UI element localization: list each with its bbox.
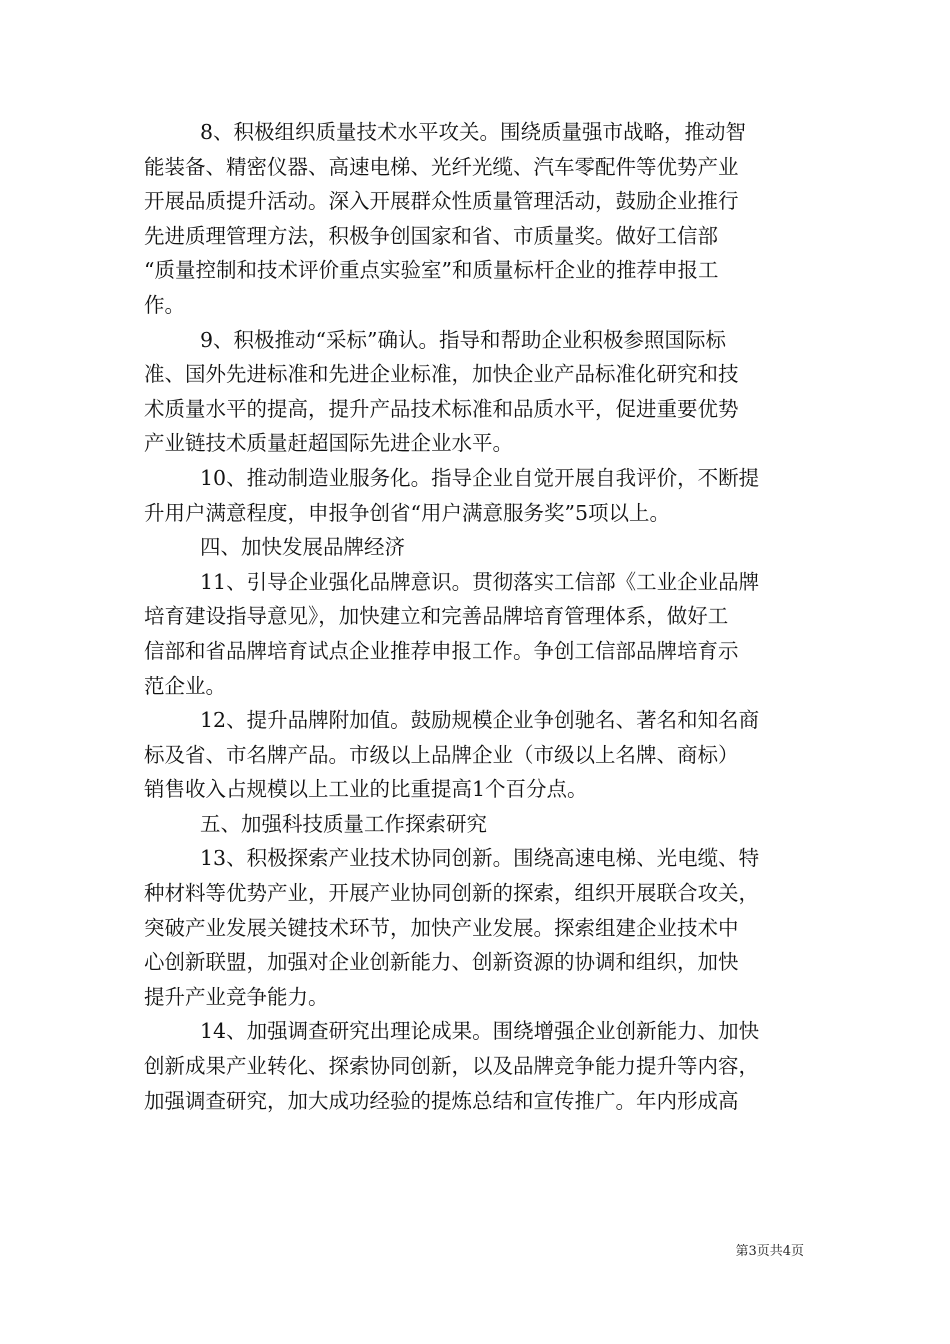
text-line: 10、推动制造业服务化。指导企业自觉开展自我评价，不断提 — [200, 465, 760, 490]
text-line: 9、积极推动“采标”确认。指导和帮助企业积极参照国际标 — [200, 327, 727, 352]
section-heading — [144, 807, 806, 842]
text-line: 12、提升品牌附加值。鼓励规模企业争创驰名、著名和知名商 — [200, 708, 760, 733]
text-line: “质量控制和技术评价重点实验室”和质量标杆企业的推荐申报工 — [144, 258, 719, 283]
text-line: 11、引导企业强化品牌意识。贯彻落实工信部《工业企业品牌 — [200, 569, 760, 594]
text-line: 标及省、市名牌产品。市级以上品牌企业（市级以上名牌、商标） — [144, 742, 739, 767]
text-line: 能装备、精密仪器、高速电梯、光纤光缆、汽车零配件等优势产业 — [144, 154, 739, 179]
text-line: 范企业。 — [144, 673, 226, 698]
paragraph — [144, 323, 806, 461]
document-body — [144, 115, 806, 1118]
section-heading — [144, 530, 806, 565]
text-line: 术质量水平的提高，提升产品技术标准和品质水平，促进重要优势 — [144, 396, 739, 421]
text-line: 14、加强调查研究出理论成果。围绕增强企业创新能力、加快 — [200, 1019, 760, 1044]
paragraph — [144, 115, 806, 323]
text-line: 种材料等优势产业，开展产业协同创新的探索，组织开展联合攻关， — [144, 881, 759, 906]
text-line: 先进质理管理方法，积极争创国家和省、市质量奖。做好工信部 — [144, 223, 718, 248]
page-number: 第3页共4页 — [735, 1244, 804, 1259]
text-line: 作。 — [144, 292, 185, 317]
text-line: 心创新联盟，加强对企业创新能力、创新资源的协调和组织，加快 — [144, 950, 739, 975]
text-line: 提升产业竞争能力。 — [144, 984, 329, 1009]
text-line: 培育建设指导意见》，加快建立和完善品牌培育管理体系，做好工 — [144, 604, 729, 629]
text-line: 准、国外先进标准和先进企业标准，加快企业产品标准化研究和技 — [144, 362, 739, 387]
text-line: 五、加强科技质量工作探索研究 — [200, 811, 487, 836]
text-line: 开展品质提升活动。深入开展群众性质量管理活动，鼓励企业推行 — [144, 189, 739, 214]
text-line: 升用户满意程度，申报争创省“用户满意服务奖”5项以上。 — [144, 500, 671, 525]
text-line: 8、积极组织质量技术水平攻关。围绕质量强市战略，推动智 — [200, 120, 747, 144]
text-line: 加强调查研究，加大成功经验的提炼总结和宣传推广。年内形成高 — [144, 1088, 739, 1113]
paragraph — [144, 1014, 806, 1118]
paragraph — [144, 703, 806, 807]
text-line: 突破产业发展关键技术环节，加快产业发展。探索组建企业技术中 — [144, 915, 739, 940]
text-line: 销售收入占规模以上工业的比重提高1个百分点。 — [144, 777, 588, 802]
text-line: 四、加快发展品牌经济 — [200, 535, 405, 560]
paragraph — [144, 565, 806, 703]
text-line: 13、积极探索产业技术协同创新。围绕高速电梯、光电缆、特 — [200, 846, 760, 871]
text-line: 创新成果产业转化、探索协同创新，以及品牌竞争能力提升等内容， — [144, 1054, 759, 1079]
text-line: 信部和省品牌培育试点企业推荐申报工作。争创工信部品牌培育示 — [144, 638, 739, 663]
paragraph — [144, 841, 806, 1014]
paragraph — [144, 461, 806, 530]
text-line: 产业链技术质量赶超国际先进企业水平。 — [144, 431, 513, 456]
